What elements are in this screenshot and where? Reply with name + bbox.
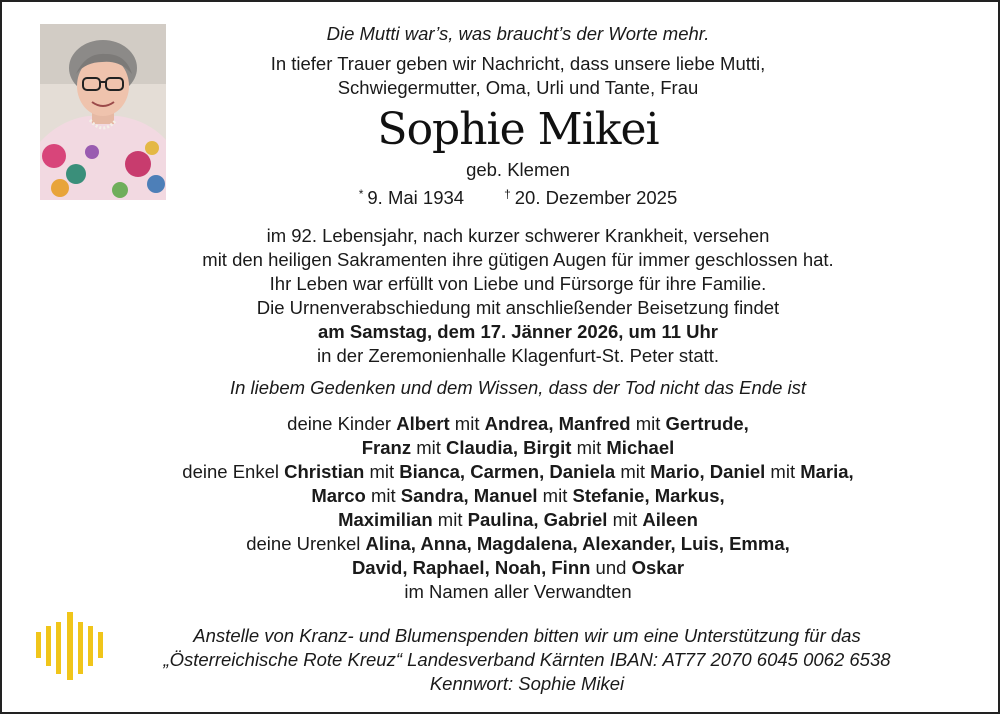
- ceremony-place: in der Zeremonienhalle Klagenfurt-St. Peter statt.: [316, 345, 720, 366]
- mourner-names: Gertrude,: [665, 413, 749, 434]
- mourner-text: mit: [411, 437, 447, 458]
- mourner-line: [162, 484, 874, 508]
- motto: Die Mutti war’s, was braucht’s der Worte mehr.: [326, 23, 710, 44]
- mourner-names: Alina, Anna, Magdalena, Alexander, Luis, Emma,: [365, 533, 790, 554]
- remembrance-line: In liebem Gedenken und dem Wissen, dass der Tod nicht das Ende ist: [229, 377, 807, 398]
- death-date: 20. Dezember 2025: [514, 187, 678, 208]
- portrait-photo: [40, 24, 166, 200]
- mourner-names: Michael: [606, 437, 675, 458]
- intro-line: Schwiegermutter, Oma, Urli und Tante, Frau: [337, 77, 699, 98]
- mourner-line: [162, 580, 874, 604]
- mourner-text: deine Urenkel: [246, 533, 366, 554]
- mourner-text: im Namen aller Verwandten: [404, 581, 632, 602]
- mourner-names: Mario, Daniel: [650, 461, 766, 482]
- mourner-names: Bianca, Carmen, Daniela: [399, 461, 616, 482]
- mourner-text: mit: [630, 413, 666, 434]
- maiden-name: geb. Klemen: [466, 159, 570, 180]
- mourner-names: Maximilian: [338, 509, 433, 530]
- mourner-text: mit: [537, 485, 573, 506]
- birth-date-group: [359, 182, 464, 210]
- birth-date: 9. Mai 1934: [367, 187, 465, 208]
- mourner-names: David, Raphael, Noah, Finn: [351, 557, 591, 578]
- mourner-text: deine Enkel: [182, 461, 285, 482]
- ceremony-date: am Samstag, dem 17. Jänner 2026, um 11 Uhr: [318, 321, 718, 342]
- donation-line: „Österreichische Rote Kreuz“ Landesverband Kärnten IBAN: AT77 2070 6045 0062 6538: [163, 649, 891, 670]
- logo-bar: [78, 622, 83, 674]
- mourner-text: mit: [615, 461, 651, 482]
- mourner-names: Sandra, Manuel: [400, 485, 538, 506]
- mourner-text: mit: [449, 413, 485, 434]
- mourner-text: mit: [365, 485, 401, 506]
- mourner-text: deine Kinder: [287, 413, 397, 434]
- text-line: im 92. Lebensjahr, nach kurzer schwerer Krankheit, versehen: [266, 225, 770, 246]
- birth-symbol: *: [358, 187, 364, 201]
- mourner-names: Maria,: [800, 461, 854, 482]
- mourner-names: Franz: [361, 437, 412, 458]
- mourner-line: [162, 532, 874, 556]
- text-line: Ihr Leben war erfüllt von Liebe und Fürsorge für ihre Familie.: [269, 273, 767, 294]
- logo-bar: [36, 632, 41, 658]
- deceased-name: Sophie Mikei: [377, 104, 659, 155]
- donation-line: Anstelle von Kranz- und Blumenspenden bitten wir um eine Unterstützung für das: [193, 625, 861, 646]
- logo-bar: [56, 622, 61, 674]
- mourner-names: Aileen: [642, 509, 698, 530]
- mourner-text: und: [590, 557, 632, 578]
- mourner-text: mit: [364, 461, 400, 482]
- logo-bar: [67, 612, 73, 680]
- ceremony-line: Die Urnenverabschiedung mit anschließender Beisetzung findet: [256, 297, 780, 318]
- donation-line: Kennwort: Sophie Mikei: [429, 673, 625, 694]
- text-line: mit den heiligen Sakramenten ihre gütigen Augen für immer geschlossen hat.: [202, 249, 834, 270]
- mourner-line: [162, 508, 874, 532]
- mourner-text: mit: [432, 509, 468, 530]
- mourners-list: [162, 412, 874, 604]
- life-dates: [162, 182, 874, 210]
- donation-note: [102, 624, 952, 696]
- mourner-names: Claudia, Birgit: [446, 437, 572, 458]
- mourner-line: [162, 556, 874, 580]
- notice-body: [162, 22, 874, 604]
- mourner-line: [162, 412, 874, 436]
- mourner-line: [162, 436, 874, 460]
- death-date-group: [504, 187, 677, 208]
- mourner-names: Albert: [396, 413, 450, 434]
- logo-bar: [88, 626, 93, 666]
- mourner-names: Oskar: [631, 557, 685, 578]
- mourner-names: Marco: [311, 485, 366, 506]
- mourner-text: mit: [765, 461, 801, 482]
- mourner-names: Stefanie, Markus,: [572, 485, 725, 506]
- mourner-text: mit: [571, 437, 607, 458]
- mourner-names: Paulina, Gabriel: [467, 509, 608, 530]
- intro-line: In tiefer Trauer geben wir Nachricht, dass unsere liebe Mutti,: [270, 53, 766, 74]
- mourner-line: [162, 460, 874, 484]
- mourner-names: Andrea, Manfred: [484, 413, 631, 434]
- death-symbol: †: [504, 187, 511, 201]
- mourner-text: mit: [607, 509, 643, 530]
- logo-bar: [46, 626, 51, 666]
- mourner-names: Christian: [284, 461, 365, 482]
